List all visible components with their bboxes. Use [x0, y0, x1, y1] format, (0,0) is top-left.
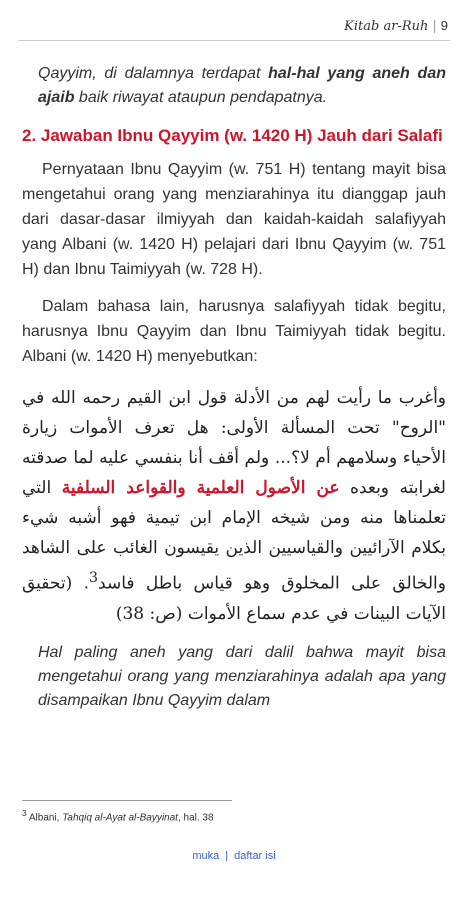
page-number: 9	[440, 18, 448, 33]
book-title: Kitab ar-Ruh	[344, 19, 429, 34]
header-divider	[18, 40, 450, 41]
footnote-divider	[22, 800, 232, 801]
footnote-title: Tahqiq al-Ayat al-Bayyinat	[62, 812, 178, 824]
bottom-navigation	[0, 850, 468, 862]
intro-text-end: baik riwayat ataupun pendapatnya.	[74, 89, 328, 106]
table-of-contents-link[interactable]: daftar isi	[234, 850, 276, 862]
arabic-text-1: وأغرب ما رأيت لهم من الأدلة قول ابن القيم رحمه الله في "الروح" تحت المسألة الأولى: هل تعرف الأموات زيارة الأحياء وسلامهم أم لا؟... ولم أقف أنا بنفسي عليه لما صدقته لغرابته وبعده	[22, 388, 446, 498]
page-header	[344, 18, 448, 34]
intro-text: Qayyim, di dalamnya terdapat	[38, 65, 269, 82]
intro-paragraph	[38, 62, 446, 110]
footnote-page: , hal. 38	[177, 812, 214, 824]
page-content	[22, 62, 446, 713]
footnote-reference[interactable]: 3	[89, 570, 99, 586]
header-separator: |	[432, 19, 437, 34]
body-paragraph-2: Dalam bahasa lain, harusnya salafiyyah tidak begitu, harusnya Ibnu Qayyim dan Ibnu Taimiyyah tidak begitu. Albani (w. 1420 H) menyebutkan:	[22, 298, 446, 365]
footnote-author: Albani,	[26, 812, 63, 824]
nav-separator: |	[225, 850, 229, 862]
arabic-highlight: عن الأصول العلمية والقواعد السلفية	[61, 478, 340, 498]
home-link[interactable]: muka	[192, 850, 220, 862]
footnote-number: 3	[22, 808, 27, 818]
footnote	[22, 808, 214, 823]
arabic-text-3: . (تحقيق الآيات البينات في عدم سماع الأموات (ص: 38)	[22, 573, 446, 624]
translation-paragraph: Hal paling aneh yang dari dalil bahwa mayit bisa mengetahui orang yang menziarahinya adalah apa yang disampaikan Ibnu Qayyim dalam	[38, 643, 446, 709]
arabic-quote	[22, 383, 446, 629]
arabic-text-2: التي تعلمناها منه ومن شيخه الإمام ابن تيمية فهو أشبه شيء بكلام الآرائيين والقياسيين الذين يقيسون الغائب على الشاهد والخالق على المخلوق وهو قياس باطل فاسد	[22, 478, 446, 594]
body-paragraph-1: Pernyataan Ibnu Qayyim (w. 751 H) tentang mayit bisa mengetahui orang yang menziarahinya itu dianggap jauh dari dasar-dasar ilmiyyah dan kaidah-kaidah salafiyyah yang Albani (w. 1420 H) pelajari dari Ibnu Qayyim (w. 751 H) dan Ibnu Taimiyyah (w. 728 H).	[22, 161, 446, 278]
section-heading: 2. Jawaban Ibnu Qayyim (w. 1420 H) Jauh dari Salafi	[22, 126, 443, 145]
intro-highlight: hal-hal yang aneh dan ajaib	[38, 65, 446, 106]
